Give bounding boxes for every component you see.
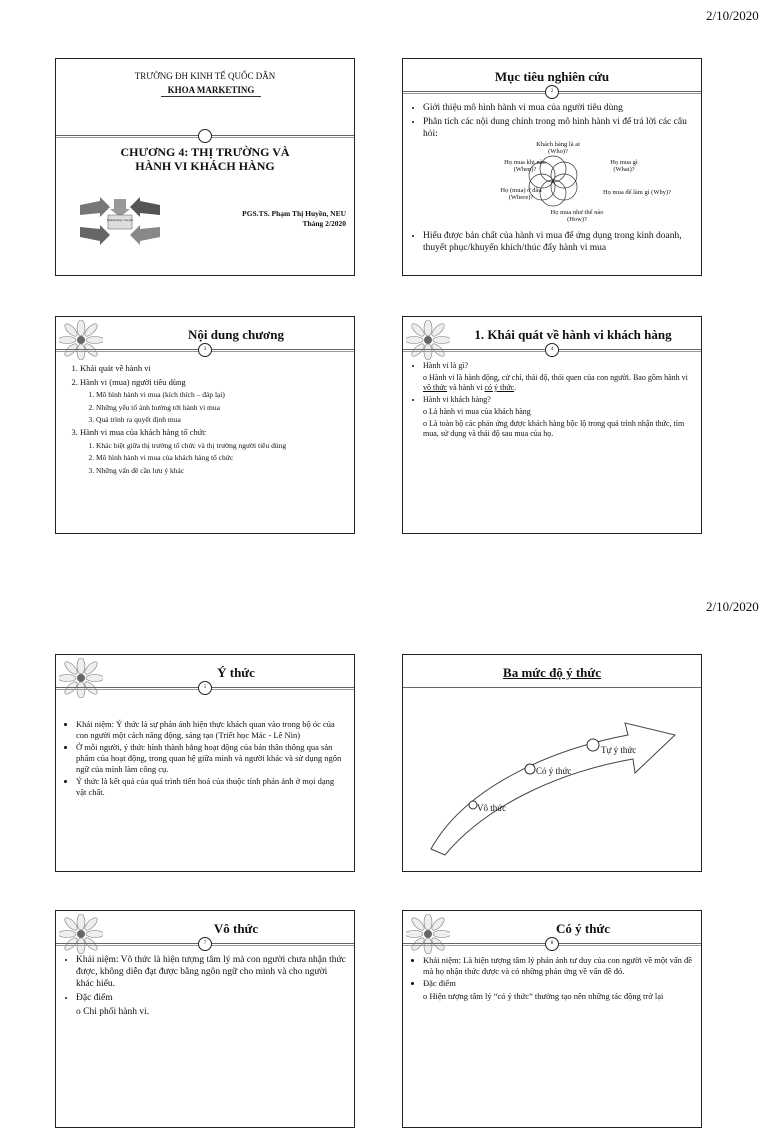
slide-5 <box>55 654 355 872</box>
bullet: • Khái niệm: Ý thức là sự phản ánh hiện thực khách quan vào trong bộ óc của con người một cách năng động, sáng tạo (Triết học Mác - Lê Nin) <box>76 719 346 740</box>
level-unconscious: Vô thức <box>477 803 507 813</box>
slide1-date: Tháng 2/2020 <box>302 219 346 228</box>
author: PGS.TS. Phạm Thị Huyền, NEU <box>242 209 346 218</box>
bullet: • Khái niệm: Vô thức là hiện tượng tâm lý mà con người chưa nhận thức được, không diễn đạt được bằng ngôn ngữ cho mình và cho người khác hiểu. <box>76 955 346 991</box>
q-what: Họ mua gì (What)? <box>610 159 638 174</box>
q-where: Họ (mua) ở đâu (Where)? <box>500 187 542 202</box>
slide-number: 7 <box>198 937 212 951</box>
sub-bullet: o Chi phối hành vi. <box>76 1007 346 1019</box>
bullet: • Giới thiệu mô hình hành vi mua của người tiêu dùng <box>423 103 693 115</box>
slide-8 <box>402 910 702 1128</box>
page-date-top: 2/10/2020 <box>706 8 759 23</box>
slide-title: Có ý thức <box>555 921 611 936</box>
sub-bullet: o Là toàn bộ các phản ứng được khách hàng bộc lộ trong quá trình nhận thức, tìm mua, sử dụng và thái độ sau mua của họ. <box>423 419 693 439</box>
slide-body <box>413 103 693 143</box>
slide-title: Ba mức độ ý thức <box>503 665 601 680</box>
q-who: Khách hàng là ai (Who)? <box>536 141 580 156</box>
slide-body <box>413 955 693 1004</box>
page-date-middle: 2/10/2020 <box>706 599 759 614</box>
slide-body <box>413 361 693 441</box>
toc-item: 3. Hành vi mua của khách hàng tổ chức 1. Khác biệt giữa thị trường tổ chức và thị trường người tiêu dùng 2. Mô hình hành vi mua của khách hàng tổ chức 3. Những vấn đề cần lưu ý khác <box>80 427 346 475</box>
toc-item: 2. Hành vi (mua) người tiêu dùng 1. Mô hình hành vi mua (kích thích – đáp lại) 2. Những yếu tố ảnh hưởng tới hành vi mua 3. Quá trình ra quyết định mua <box>80 377 346 425</box>
sub-bullet: o Hành vi là hành động, cử chỉ, thái độ, thói quen của con người. Bao gồm hành vi vô thức và hành vi có ý thức. <box>423 373 693 393</box>
slide-body <box>66 363 346 478</box>
slide-body <box>66 955 346 1020</box>
flower-icon <box>59 914 103 954</box>
q-how: Họ mua như thế nào (How)? <box>550 209 604 224</box>
slide-6 <box>402 654 702 872</box>
faculty-name: KHOA MARKETING <box>161 85 261 97</box>
bullet: • Hiểu được bản chất của hành vi mua để ứng dụng trong kinh doanh, thuyết phục/khuyến khích/thúc đẩy hành vi mua <box>423 231 693 255</box>
chapter-title: CHƯƠNG 4: THỊ TRƯỜNG VÀ HÀNH VI KHÁCH HÀNG <box>120 145 290 174</box>
q-why: Họ mua để làm gì (Why)? <box>602 189 672 196</box>
slide-4 <box>402 316 702 534</box>
bullet: • Hành vi khách hàng? <box>423 395 693 405</box>
slide-title: Mục tiêu nghiên cứu <box>494 69 610 84</box>
svg-text:Marketing concept: Marketing concept <box>106 218 134 222</box>
slide-divider-ring <box>198 129 212 143</box>
flower-icon <box>406 320 450 360</box>
slide-7 <box>55 910 355 1128</box>
toc-subitem: 2. Những yếu tố ảnh hưởng tới hành vi mua <box>96 403 346 412</box>
toc-subitem: 1. Khác biệt giữa thị trường tổ chức và thị trường người tiêu dùng <box>96 441 346 450</box>
slide-3 <box>55 316 355 534</box>
slide-number: 4 <box>545 343 559 357</box>
bullet: • Ở mỗi người, ý thức hình thành bằng hoạt động của bản thân thông qua sản phẩm của hoạt động, trong quan hệ giữa mình và người khác và sử dụng ngôn ngữ của mình làm công cụ. <box>76 742 346 774</box>
marketing-concept-image <box>78 197 162 245</box>
slide-number: 3 <box>198 343 212 357</box>
flower-icon <box>59 658 103 698</box>
slide-title: Ý thức <box>217 665 255 680</box>
slide-1 <box>55 58 355 276</box>
flower-icon <box>59 320 103 360</box>
bullet: • Đặc điểm <box>76 993 346 1005</box>
bullet: • Phân tích các nội dung chính trong mô hình hành vi để trả lời các câu hỏi: <box>423 117 693 141</box>
slide-number: 5 <box>198 681 212 695</box>
toc-item: 1. Khái quát về hành vi <box>80 363 346 374</box>
toc-subitem: 3. Quá trình ra quyết định mua <box>96 415 346 424</box>
toc-subitem: 1. Mô hình hành vi mua (kích thích – đáp lại) <box>96 390 346 399</box>
level-conscious: Có ý thức <box>536 766 572 776</box>
toc-subitem: 2. Mô hình hành vi mua của khách hàng tổ chức <box>96 453 346 462</box>
bullet: • Hành vi là gì? <box>423 361 693 371</box>
slide-title: Vô thức <box>213 921 259 936</box>
toc-subitem: 3. Những vấn đề cần lưu ý khác <box>96 466 346 475</box>
sub-bullet: o Hiện tượng tâm lý “có ý thức” thường tạo nên những tác động trở lại <box>423 991 693 1002</box>
flower-icon <box>406 914 450 954</box>
slide-number: 8 <box>545 937 559 951</box>
sub-bullet: o Là hành vi mua của khách hàng <box>423 407 693 417</box>
q-when: Họ mua khi nào (When)? <box>504 159 546 174</box>
bullet: • Khái niệm: Là hiện tượng tâm lý phản ánh tư duy của con người về một vấn đề mà họ nhận thức được và có những phản ứng về vấn đề đó. <box>423 955 693 976</box>
slide-title: Nội dung chương <box>188 327 284 342</box>
bullet: • Ý thức là kết quả của quá trình tiến hoá của thuộc tính phản ánh ở mọi dạng vật chất. <box>76 776 346 797</box>
slide-body <box>66 719 346 799</box>
level-self-conscious: Tự ý thức <box>601 745 637 755</box>
slide-2 <box>402 58 702 276</box>
slide-number: 2 <box>545 85 559 99</box>
consciousness-levels-diagram <box>403 691 702 871</box>
university-name: TRƯỜNG ĐH KINH TẾ QUỐC DÂN <box>134 71 276 81</box>
slide-title: 1. Khái quát về hành vi khách hàng <box>474 327 672 342</box>
bullet: • Đặc điểm <box>423 978 693 989</box>
